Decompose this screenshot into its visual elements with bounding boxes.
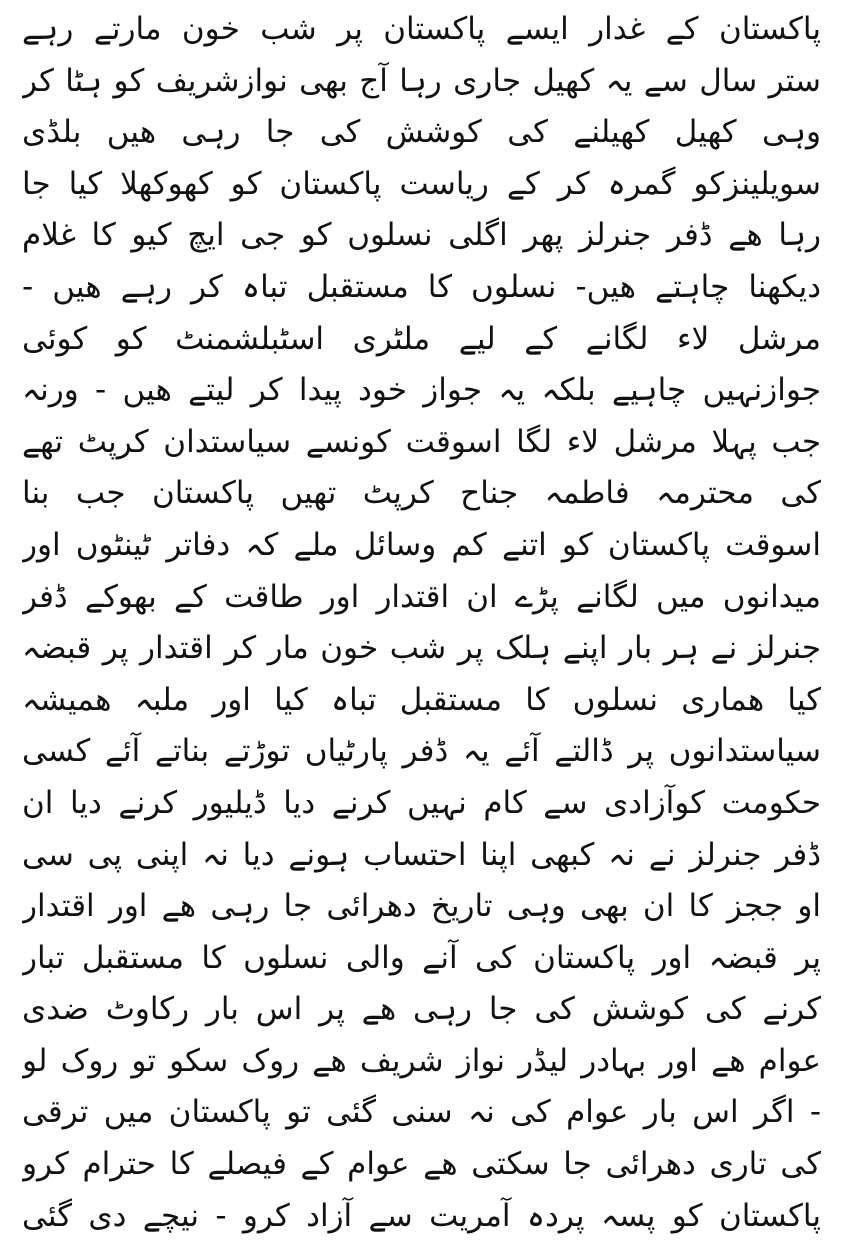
- text-line: اسوقت پاکستان کو اتنے کم وسائل ملے کہ دفاتر ٹینٹوں اور: [22, 526, 821, 563]
- text-line: دیکھنا چاہتے ھیں- نسلوں کا مستقبل تباہ کر رہے ھیں -: [22, 268, 821, 305]
- text-line: کی تاری دھرائی جا سکتی ھے عوام کے فیصلے کا حترام کرو: [22, 1146, 821, 1183]
- text-line: پاکستان کے غدار ایسے پاکستان پر شب خون مارتے رہے: [22, 11, 821, 47]
- text-line: میدانوں میں لگانے پڑے ان اقتدار اور طاقت کے بھوکے ڈفر: [22, 578, 821, 615]
- text-line: کی محترمہ فاطمہ جناح کرپٹ تھیں پاکستان جب بنا: [22, 475, 821, 512]
- text-line: عوام ھے اور بہادر لیڈر نواز شریف ھے روک سکو تو روک لو: [22, 1042, 821, 1079]
- text-line: جب پہلا مرشل لاء لگا اسوقت کونسے سیاستدان کرپٹ تھے: [22, 423, 821, 460]
- text-line: حکومت کوآزادی سے کام نہیں کرنے دیا ڈیلیور کرنے دیا ان: [22, 784, 821, 821]
- text-line: سیاستدانوں پر ڈالتے آئے یہ ڈفر پارٹیاں توڑتے بناتے آئے کسی: [22, 733, 821, 770]
- text-line: کرنے کی کوشش کی جا رہی ھے پر اس بار رکاوٹ ضدی: [22, 991, 821, 1028]
- text-line: ستر سال سے یہ کھیل جاری رہا آج بھی نوازشریف کو ہٹا کر: [22, 62, 821, 99]
- text-line: پر قبضہ اور پاکستان کی آنے والی نسلوں کا مستقبل تبار: [22, 939, 821, 976]
- text-line: - اگر اس بار عوام کی نہ سنی گئی تو پاکستان میں ترقی: [22, 1094, 821, 1131]
- text-line: سویلینزکو گمرہ کر کے ریاست پاکستان کو کھوکھلا کیا جا: [22, 165, 821, 202]
- text-line: ڈفر جنرلز نے نہ کبھی اپنا احتساب ہونے دیا نہ اپنی پی سی: [22, 836, 821, 873]
- text-line: کیا ھماری نسلوں کا مستقبل تباہ کیا اور ملبہ ھمیشہ: [22, 681, 821, 718]
- text-line: جوازنہیں چاہیے بلکہ یہ جواز خود پیدا کر لیتے ھیں - ورنہ: [22, 372, 821, 409]
- text-line: مرشل لاء لگانے کے لیے ملٹری اسٹبلشمنٹ کو کوئی: [22, 320, 821, 357]
- text-line: او ججز کا ان بھی وہی تاریخ دھرائی جا رہی ھے اور اقتدار: [22, 888, 821, 925]
- text-line: رہا ھے ڈفر جنرلز پھر اگلی نسلوں کو جی ایچ کیو کا غلام: [22, 217, 821, 254]
- text-line: جنرلز نے ہر بار اپنے ہلک پر شب خون مار کر اقتدار پر قبضہ: [22, 630, 821, 667]
- text-line: وہی کھیل کھیلنے کی کوشش کی جا رہی ھیں بلڈی: [22, 114, 821, 151]
- text-line: پاکستان کو پسہ پردہ آمریت سے آزاد کرو - نیچے دی گئی: [22, 1197, 821, 1234]
- urdu-text-block: [22, 4, 821, 1242]
